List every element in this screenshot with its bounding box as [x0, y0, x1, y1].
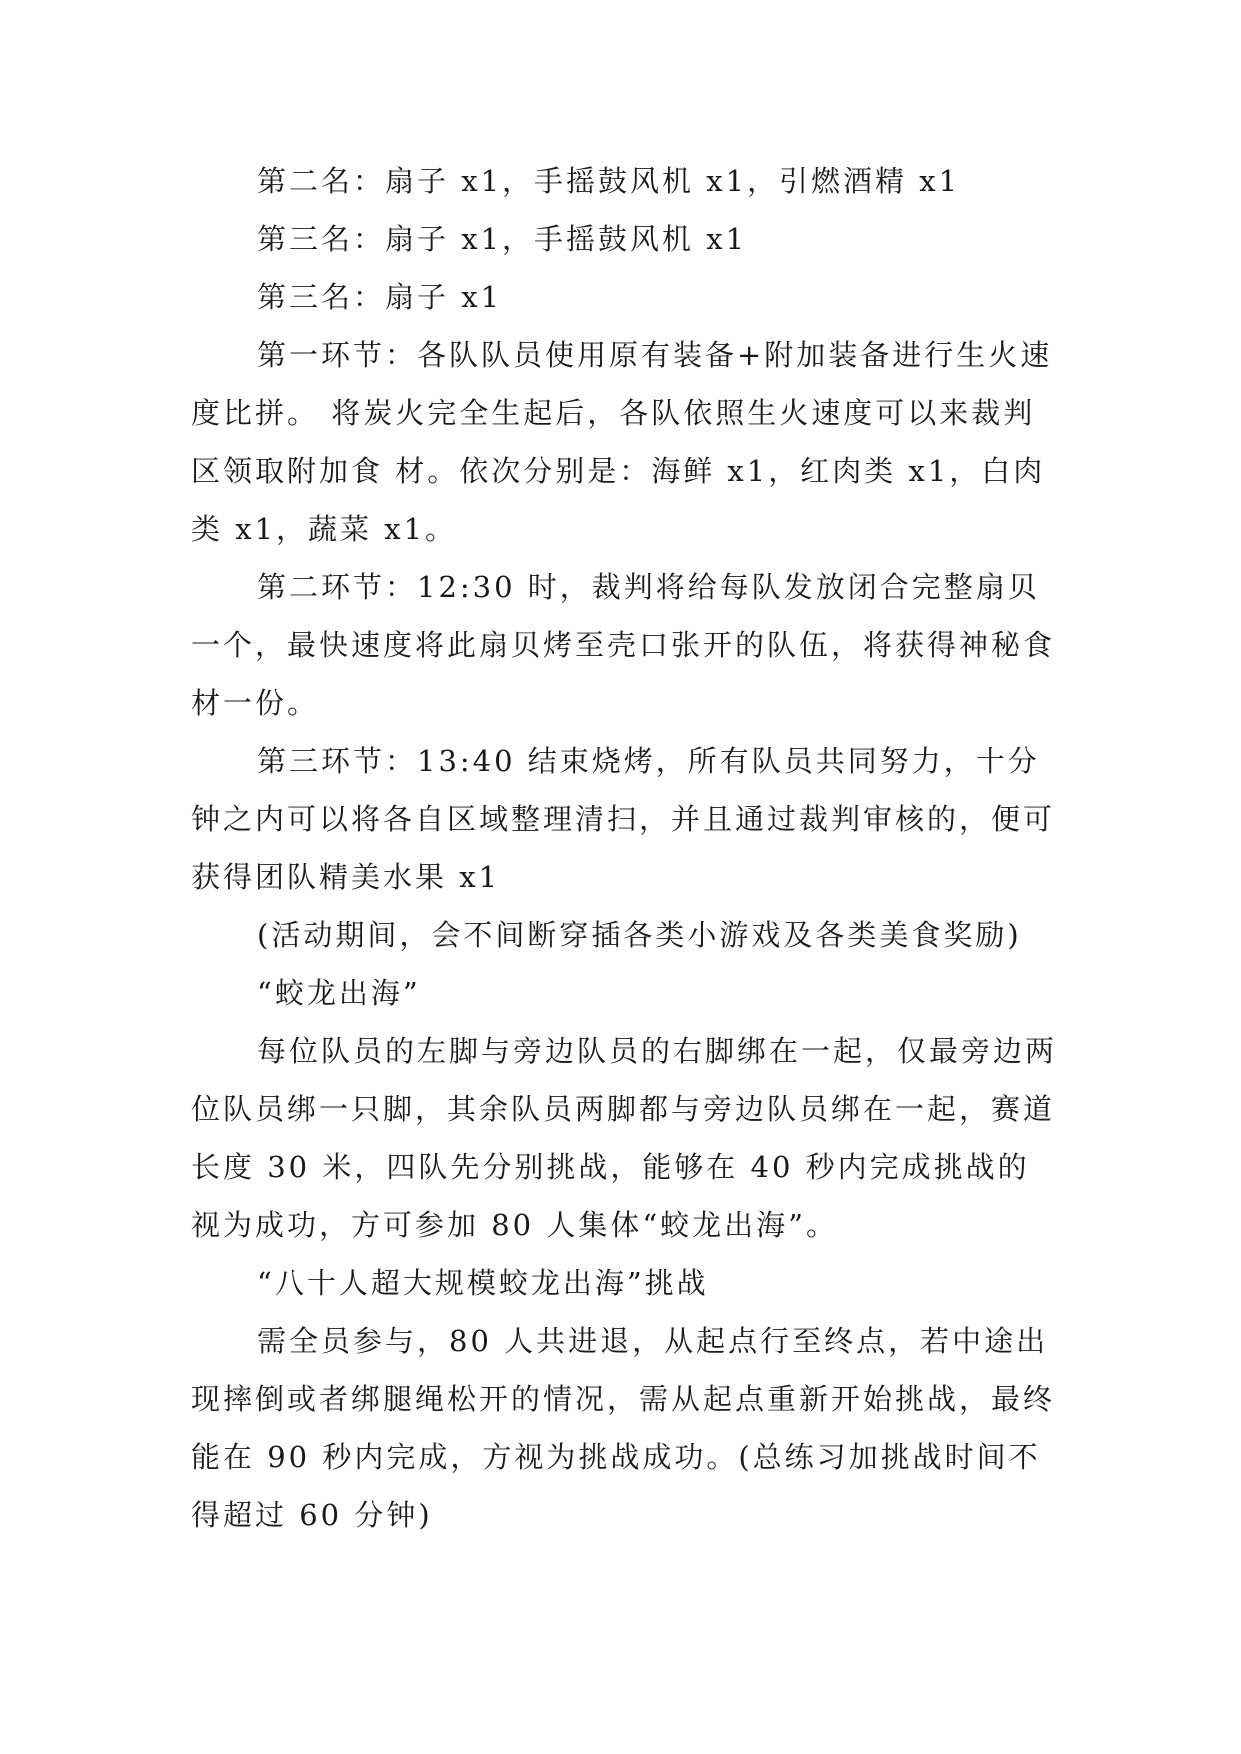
stage-three-paragraph: 第三环节：13:40 结束烧烤，所有队员共同努力，十分钟之内可以将各自区域整理清扫，并且通过裁判审核的，便可获得团队精美水果 x1 [191, 744, 1056, 894]
eighty-person-rules-paragraph: 需全员参与，80 人共进退，从起点行至终点，若中途出现摔倒或者绑腿绳松开的情况，需从起点重新开始挑战，最终能在 90 秒内完成，方视为挑战成功。(总练习加挑战时间不得超过 60 分钟) [191, 1324, 1056, 1532]
document-body [191, 152, 1061, 1544]
activity-note: (活动期间，会不间断穿插各类小游戏及各类美食奖励) [257, 918, 1022, 952]
prize-third-place-repeat: 第三名：扇子 x1 [257, 280, 503, 314]
jiaolong-rules-paragraph: 每位队员的左脚与旁边队员的右脚绑在一起，仅最旁边两位队员绑一只脚，其余队员两脚都与旁边队员绑在一起，赛道长度 30 米，四队先分别挑战，能够在 40 秒内完成挑战的视为成功，方可参加 80 人集体“蛟龙出海”。 [191, 1034, 1058, 1242]
prize-second-place: 第二名：扇子 x1，手摇鼓风机 x1，引燃酒精 x1 [257, 164, 961, 198]
prize-third-place: 第三名：扇子 x1，手摇鼓风机 x1 [257, 222, 748, 256]
section-heading-jiaolong: “蛟龙出海” [257, 976, 421, 1010]
stage-two-paragraph: 第二环节：12:30 时，裁判将给每队发放闭合完整扇贝一个，最快速度将此扇贝烤至壳口张开的队伍，将获得神秘食材一份。 [191, 570, 1056, 720]
stage-one-paragraph: 第一环节：各队队员使用原有装备+附加装备进行生火速度比拼。 将炭火完全生起后，各队依照生火速度可以来裁判区领取附加食 材。依次分别是：海鲜 x1，红肉类 x1，白肉类 x1，蔬菜 x1。 [191, 338, 1053, 546]
section-heading-eighty-person-challenge: “八十人超大规模蛟龙出海”挑战 [257, 1266, 709, 1300]
